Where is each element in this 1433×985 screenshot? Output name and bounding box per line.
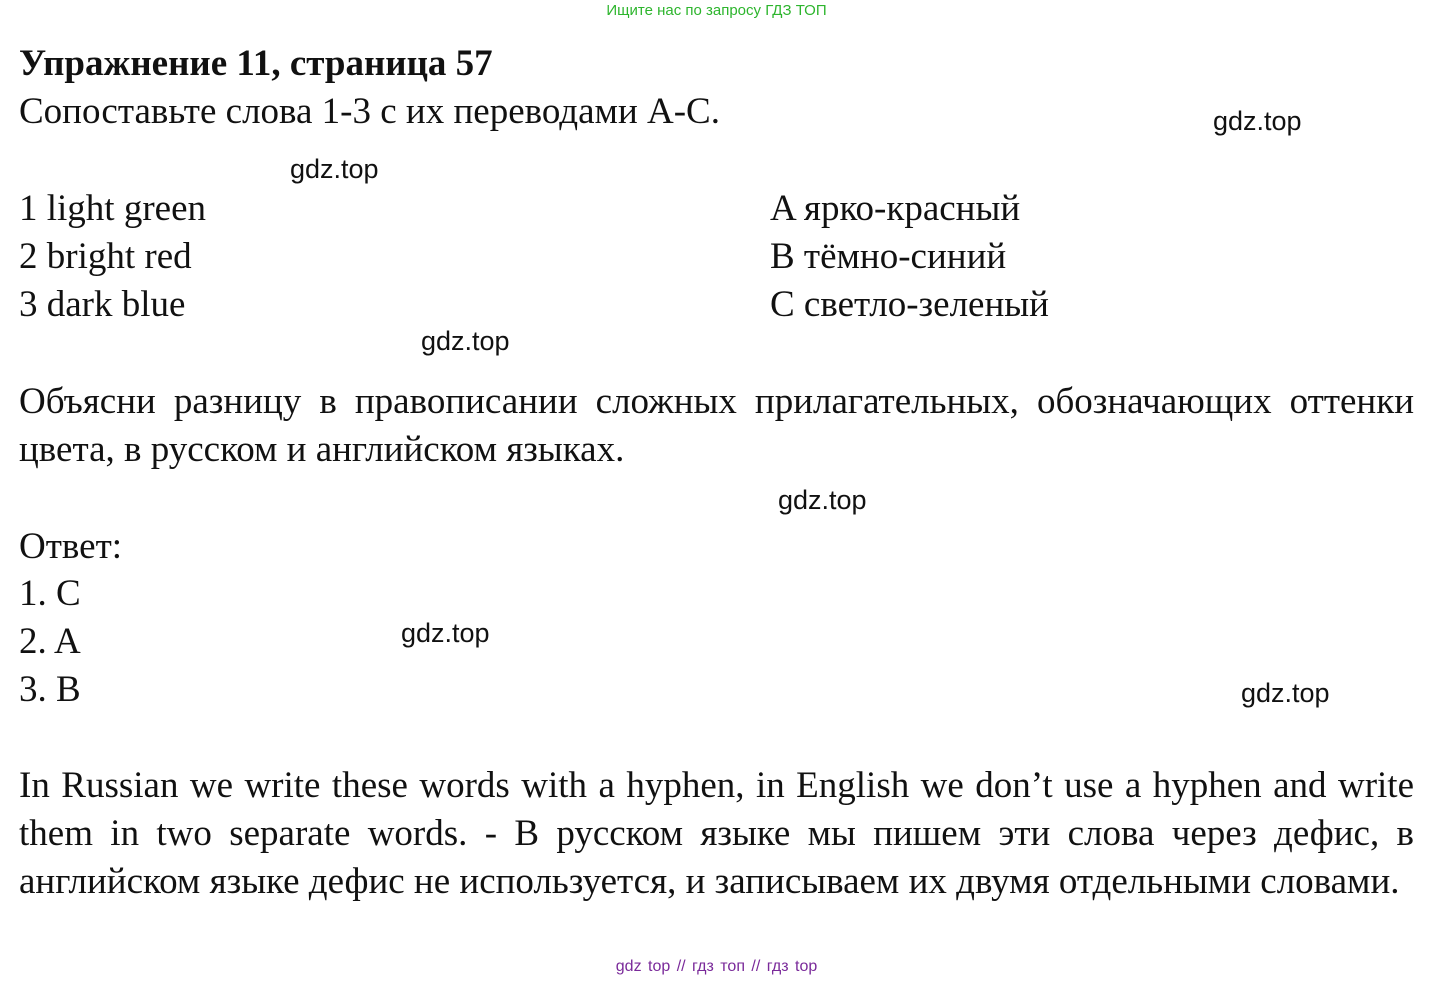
question-text: Объясни разницу в правописании сложных прилагательных, обозначающих оттенки цвета, в русском и английском языках. [19,381,1414,470]
instruction-text: Сопоставьте слова 1-3 с их переводами A-C. [19,91,720,132]
word-item: 3 dark blue [19,284,186,325]
answer-label: Ответ: [19,526,123,567]
watermark: gdz.top [401,618,490,648]
translation-item: C светло-зеленый [770,284,1049,325]
explanation-text: In Russian we write these words with a hyphen, in English we don’t use a hyphen and write them in two separate words. - В русском языке мы пишем эти слова через дефис, в английском языке дефис не используется, и записываем их двумя отдельными словами. [19,765,1414,902]
watermark: gdz.top [421,326,510,356]
translation-item: B тёмно-синий [770,236,1007,277]
word-item: 1 light green [19,188,207,229]
answer-item: 3. B [19,669,81,710]
word-item: 2 bright red [19,236,192,277]
footer-banner[interactable]: gdz top // гдз топ // гдз top [615,958,818,975]
page-title: Упражнение 11, страница 57 [19,43,493,84]
header-banner[interactable]: Ищите нас по запросу ГДЗ ТОП [606,2,827,19]
watermark: gdz.top [290,154,379,184]
translation-item: A ярко-красный [770,188,1021,229]
answer-item: 2. A [19,621,81,662]
watermark: gdz.top [1213,106,1302,136]
watermark: gdz.top [1241,678,1330,708]
answer-item: 1. C [19,573,81,614]
watermark: gdz.top [778,485,867,515]
